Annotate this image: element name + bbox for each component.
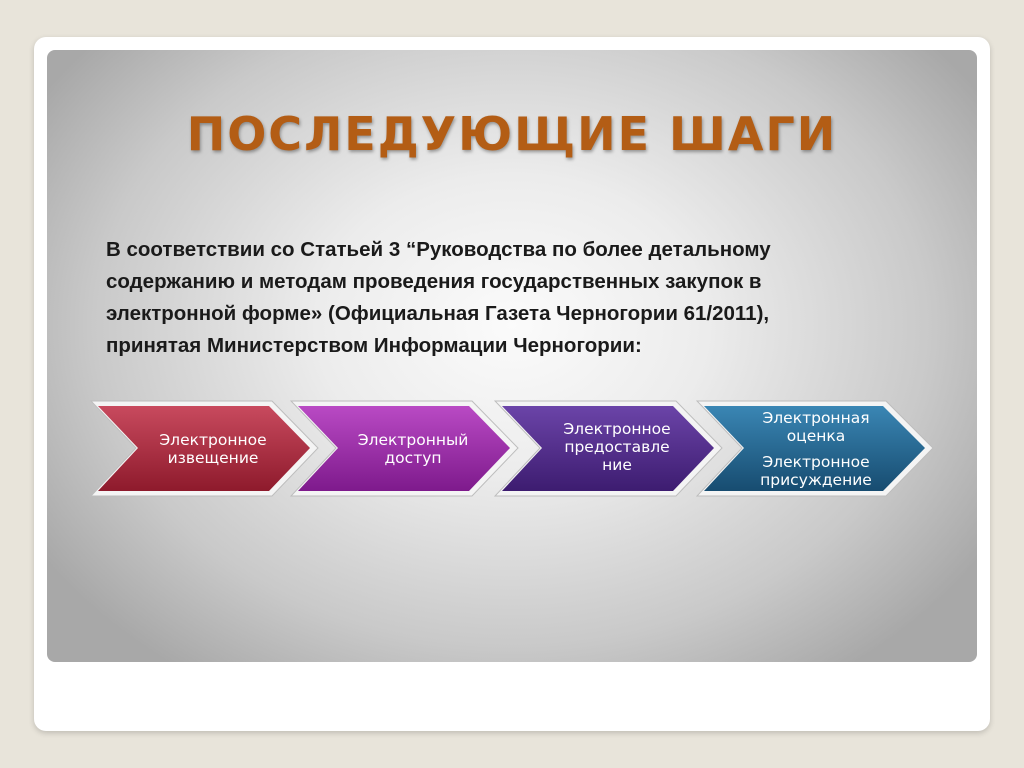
- chevron-label: Электронный доступ: [357, 430, 469, 467]
- body-line: содержанию и методам проведения государственных закупок в: [106, 270, 762, 293]
- chevron-label: Электронная оценка Электронное присуждение: [760, 408, 872, 489]
- chevron-step-electronic-evaluation: [696, 400, 936, 497]
- body-line: В соответствии со Статьей 3 “Руководства по более детальному: [106, 238, 771, 261]
- chevron-label: Электронное предоставле ние: [563, 420, 671, 474]
- process-chevron-row: [90, 400, 940, 497]
- chevron-label: Электронное извещение: [159, 430, 267, 467]
- chevron-step-electronic-access: [290, 400, 520, 497]
- slide-title: ПОСЛЕДУЮЩИЕ ШАГИ: [186, 107, 838, 161]
- body-line: принятая Министерством Информации Черногории:: [106, 334, 642, 357]
- body-text: [106, 234, 886, 362]
- chevron-step-electronic-submission: [494, 400, 724, 497]
- body-line: электронной форме» (Официальная Газета Черногории 61/2011),: [106, 302, 770, 325]
- chevron-step-electronic-notice: [90, 400, 320, 497]
